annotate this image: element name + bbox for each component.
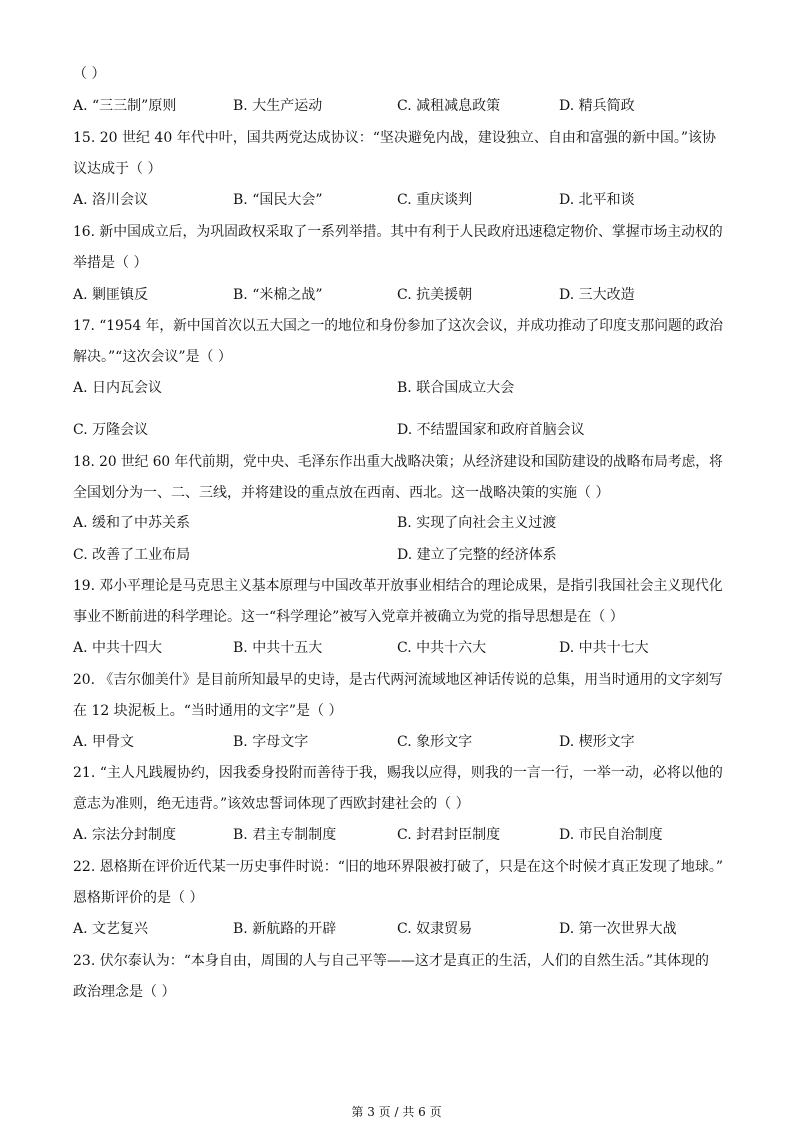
q18-option-a[interactable]: A. 缓和了中苏关系 [73,515,191,531]
q19-stem-line1: 19. 邓小平理论是马克思主义基本原理与中国改革开放事业相结合的理论成果，是指引我国社会主义现代化 [73,578,723,594]
q21-option-c[interactable]: C. 封君封臣制度 [397,827,501,843]
q20-option-d[interactable]: D. 楔形文字 [559,734,635,750]
q19-stem-line2: 事业不断前进的科学理论。这一“科学理论”被写入党章并被确立为党的指导思想是在（ ） [73,609,624,625]
q18-stem-line2: 全国划分为一、二、三线，并将建设的重点放在西南、西北。这一战略决策的实施（ ） [73,485,610,501]
q16-option-b[interactable]: B. “米棉之战” [233,287,323,303]
q15-option-a[interactable]: A. 洛川会议 [73,192,149,208]
q17-option-b[interactable]: B. 联合国成立大会 [397,380,515,396]
q16-option-a[interactable]: A. 剿匪镇反 [73,287,149,303]
q15-option-d[interactable]: D. 北平和谈 [559,192,635,208]
q15-stem-line1: 15. 20 世纪 40 年代中叶，国共两党达成协议：“坚决避免内战，建设独立、自由和富强的新中国。”该协 [73,130,717,146]
q14-option-a[interactable]: A. “三三制”原则 [73,98,177,114]
q18-option-d[interactable]: D. 建立了完整的经济体系 [397,547,557,563]
q21-option-d[interactable]: D. 市民自治制度 [559,827,663,843]
q14-option-d[interactable]: D. 精兵简政 [559,98,635,114]
q19-option-a[interactable]: A. 中共十四大 [73,640,163,656]
q22-stem-line1: 22. 恩格斯在评价近代某一历史事件时说：“旧的地环界限被打破了，只是在这个时候才真正发现了地球。” [73,859,724,875]
q14-option-c[interactable]: C. 减租减息政策 [397,98,501,114]
q16-stem-line1: 16. 新中国成立后，为巩固政权采取了一系列举措。其中有利于人民政府迅速稳定物价、掌握市场主动权的 [73,224,723,240]
q20-stem-line2: 在 12 块泥板上。“当时通用的文字”是（ ） [73,703,343,719]
q19-option-c[interactable]: C. 中共十六大 [397,640,487,656]
q20-option-c[interactable]: C. 象形文字 [397,734,473,750]
q15-option-c[interactable]: C. 重庆谈判 [397,192,473,208]
q22-stem-line2: 恩格斯评价的是（ ） [73,890,204,906]
q23-stem-line2: 政治理念是（ ） [73,984,176,1000]
q22-option-d[interactable]: D. 第一次世界大战 [559,921,677,937]
q18-option-b[interactable]: B. 实现了向社会主义过渡 [397,515,557,531]
q20-option-a[interactable]: A. 甲骨文 [73,734,135,750]
q17-option-c[interactable]: C. 万隆会议 [73,422,149,438]
q19-option-b[interactable]: B. 中共十五大 [233,640,323,656]
q22-option-a[interactable]: A. 文艺复兴 [73,921,149,937]
q20-stem-line1: 20. 《吉尔伽美什》是目前所知最早的史诗，是古代两河流域地区神话传说的总集，用当时通用的文字刻写 [73,672,723,688]
q17-stem-line2: 解决。”“这次会议”是（ ） [73,349,232,365]
q21-stem-line1: 21. “主人凡践履协约，因我委身投附而善待于我，赐我以应得，则我的一言一行，一举一动，必将以他的 [73,765,723,781]
page-number-footer: 第 3 页 / 共 6 页 [351,1105,442,1119]
q19-option-d[interactable]: D. 中共十七大 [559,640,649,656]
q16-option-d[interactable]: D. 三大改造 [559,287,635,303]
q23-stem-line1: 23. 伏尔泰认为：“本身自由，周围的人与自己平等——这才是真正的生活，人们的自然生活。”其体现的 [73,953,710,969]
q20-option-b[interactable]: B. 字母文字 [233,734,309,750]
q15-option-b[interactable]: B. “国民大会” [233,192,323,208]
q22-option-c[interactable]: C. 奴隶贸易 [397,921,473,937]
q17-option-a[interactable]: A. 日内瓦会议 [73,380,163,396]
q15-stem-line2: 议达成于（ ） [73,161,162,177]
q21-option-b[interactable]: B. 君主专制制度 [233,827,337,843]
q14-tail: （ ） [73,66,106,82]
q18-stem-line1: 18. 20 世纪 60 年代前期，党中央、毛泽东作出重大战略决策；从经济建设和国防建设的战略布局考虑，将 [73,454,723,470]
q22-option-b[interactable]: B. 新航路的开辟 [233,921,337,937]
q17-option-d[interactable]: D. 不结盟国家和政府首脑会议 [397,422,585,438]
q18-option-c[interactable]: C. 改善了工业布局 [73,547,191,563]
q21-option-a[interactable]: A. 宗法分封制度 [73,827,177,843]
q16-option-c[interactable]: C. 抗美援朝 [397,287,473,303]
q17-stem-line1: 17. “1954 年，新中国首次以五大国之一的地位和身份参加了这次会议，并成功推动了印度支那问题的政治 [73,318,723,334]
q14-option-b[interactable]: B. 大生产运动 [233,98,323,114]
q21-stem-line2: 意志为准则，绝无违背。”该效忠誓词体现了西欧封建社会的（ ） [73,796,470,812]
q16-stem-line2: 举措是（ ） [73,255,148,271]
